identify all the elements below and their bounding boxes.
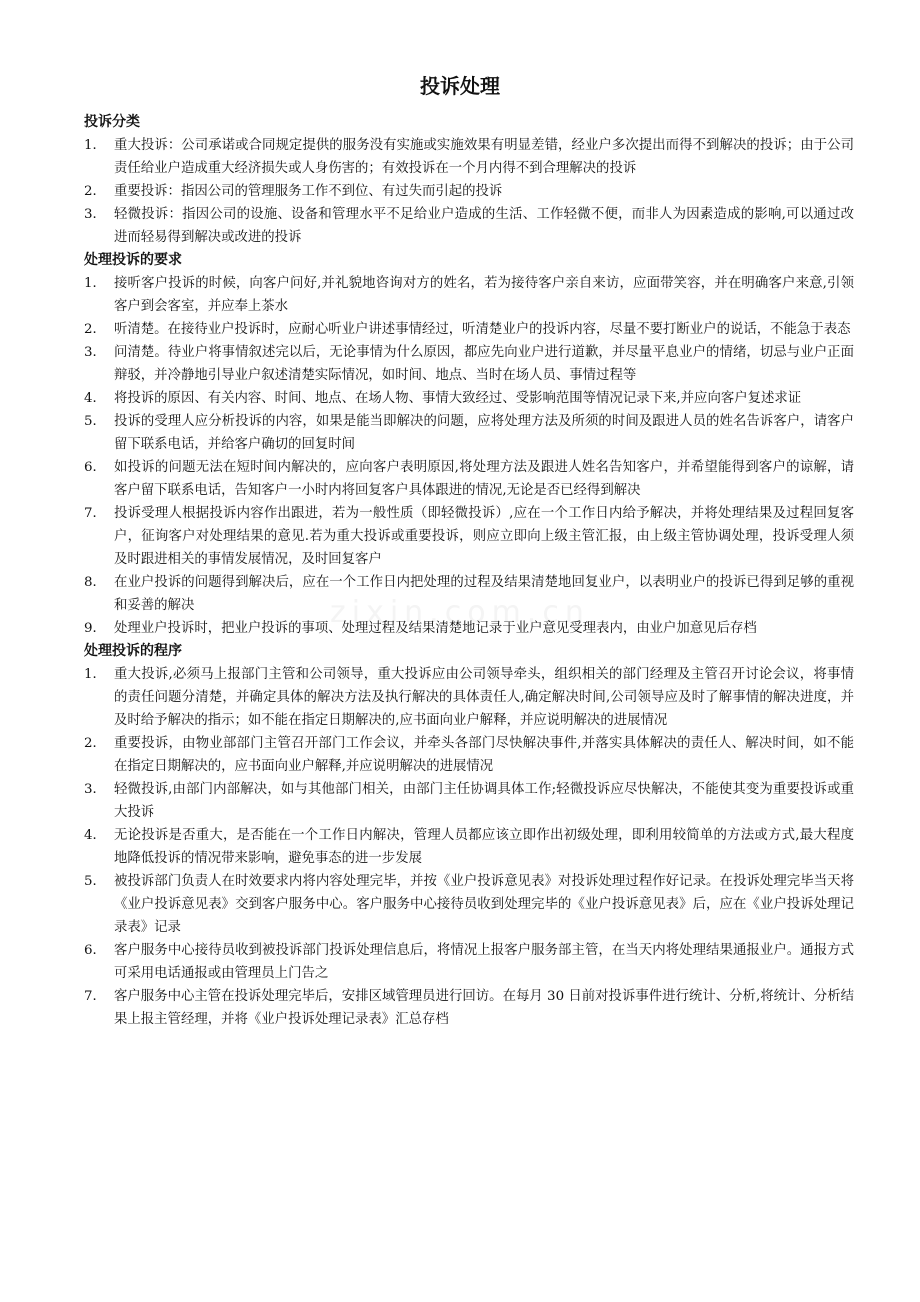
list-item-text: 问清楚。待业户将事情叙述完以后，无论事情为什么原因，都应先向业户进行道歉，并尽量平息业户的情绪，切忌与业户正面辩驳，并冷静地引导业户叙述清楚实际情况，如时间、地点、当时在场人员、事情过程等 <box>114 345 854 383</box>
list-item <box>84 318 854 341</box>
list-item-text: 将投诉的原因、有关内容、时间、地点、在场人物、事情大致经过、受影响范围等情况记录下来,并应向客户复述求证 <box>114 391 802 406</box>
list-item-number: 7． <box>84 989 106 1004</box>
list-item-text: 重要投诉：指因公司的管理服务工作不到位、有过失而引起的投诉 <box>114 184 503 199</box>
section-heading: 处理投诉的程序 <box>84 643 182 659</box>
list-item <box>84 663 854 732</box>
list-item-text: 无论投诉是否重大，是否能在一个工作日内解决，管理人员都应该立即作出初级处理，即利用较简单的方法或方式,最大程度地降低投诉的情况带来影响，避免事态的进一步发展 <box>114 828 854 866</box>
list-item-number: 4． <box>84 391 106 406</box>
list-item <box>84 732 854 778</box>
list-item <box>84 502 854 571</box>
list-item <box>84 985 854 1031</box>
list-item-text: 在业户投诉的问题得到解决后，应在一个工作日内把处理的过程及结果清楚地回复业户，以表明业户的投诉已得到足够的重视和妥善的解决 <box>114 575 854 613</box>
list-item-number: 3． <box>84 782 106 797</box>
list-item-number: 2． <box>84 736 106 751</box>
list-item-number: 6． <box>84 460 106 475</box>
list-item-text: 投诉受理人根据投诉内容作出跟进，若为一般性质（即轻微投诉）,应在一个工作日内给予解决，并将处理结果及过程回复客户，征询客户对处理结果的意见.若为重大投诉或重要投诉，则应立即向上级主管汇报，由上级主管协调处理，投诉受理人须及时跟进相关的事情发展情况，及时回复客户 <box>114 506 854 567</box>
list-item <box>84 341 854 387</box>
list-item-text: 投诉的受理人应分析投诉的内容，如果是能当即解决的问题，应将处理方法及所须的时间及跟进人员的姓名告诉客户，请客户留下联系电话，并给客户确切的回复时间 <box>114 414 854 452</box>
list-item-number: 8． <box>84 575 106 590</box>
list-item-number: 4． <box>84 828 106 843</box>
page-title: 投诉处理 <box>420 74 500 98</box>
list-item-text: 轻微投诉,由部门内部解决，如与其他部门相关，由部门主任协调具体工作;轻微投诉应尽快解决，不能使其变为重要投诉或重大投诉 <box>114 782 854 820</box>
list-item <box>84 939 854 985</box>
list-item-number: 2． <box>84 322 106 337</box>
list-item <box>84 571 854 617</box>
list-item-text: 重要投诉，由物业部部门主管召开部门工作会议，并牵头各部门尽快解决事件,并落实具体解决的责任人、解决时间，如不能在指定日期解决的，应书面向业户解释,并应说明解决的进展情况 <box>114 736 854 774</box>
watermark: zixin.com.cn <box>330 595 590 630</box>
list-item-number: 2． <box>84 184 106 199</box>
list-item <box>84 778 854 824</box>
list-item <box>84 456 854 502</box>
list-item-number: 3． <box>84 345 106 360</box>
list-item-text: 轻微投诉：指因公司的设施、设备和管理水平不足给业户造成的生活、工作轻微不便，而非人为因素造成的影响,可以通过改进而轻易得到解决或改进的投诉 <box>114 207 854 245</box>
list-item-text: 客户服务中心主管在投诉处理完毕后，安排区域管理员进行回访。在每月 30 日前对投诉事件进行统计、分析,将统计、分析结果上报主管经理，并将《业户投诉处理记录表》汇总存档 <box>114 989 854 1027</box>
list-item <box>84 203 854 249</box>
list-item <box>84 824 854 870</box>
list-item-number: 1． <box>84 667 106 682</box>
document-body <box>84 111 854 1031</box>
list-item-number: 5． <box>84 414 106 429</box>
list-item-text: 接听客户投诉的时候，向客户问好,并礼貌地咨询对方的姓名，若为接待客户亲自来访，应面带笑容，并在明确客户来意,引领客户到会客室，并应奉上茶水 <box>114 276 854 314</box>
list-item <box>84 180 854 203</box>
list-item <box>84 134 854 180</box>
list-item-text: 重大投诉,必须马上报部门主管和公司领导，重大投诉应由公司领导牵头，组织相关的部门经理及主管召开讨论会议，将事情的责任问题分清楚，并确定具体的解决方法及执行解决的具体责任人,确定解决时间,公司领导应及时了解事情的解决进度，并及时给予解决的指示；如不能在指定日期解决的,应书面向业户解释，并应说明解决的进展情况 <box>114 667 854 728</box>
list-item-text: 如投诉的问题无法在短时间内解决的，应向客户表明原因,将处理方法及跟进人姓名告知客户，并希望能得到客户的谅解，请客户留下联系电话，告知客户一小时内将回复客户具体跟进的情况,无论是否已经得到解决 <box>114 460 854 498</box>
section-heading: 处理投诉的要求 <box>84 252 182 268</box>
list-item-number: 3． <box>84 207 106 222</box>
list-item-number: 5． <box>84 874 106 889</box>
list-item <box>84 272 854 318</box>
list-item-number: 1． <box>84 276 106 291</box>
list-item-number: 9． <box>84 621 106 636</box>
list-item <box>84 387 854 410</box>
list-item <box>84 410 854 456</box>
list-item-text: 听清楚。在接待业户投诉时，应耐心听业户讲述事情经过，听清楚业户的投诉内容，尽量不要打断业户的说话，不能急于表态 <box>114 322 851 337</box>
list-item-text: 处理业户投诉时，把业户投诉的事项、处理过程及结果清楚地记录于业户意见受理表内，由业户加意见后存档 <box>114 621 757 636</box>
list-item-text: 客户服务中心接待员收到被投诉部门投诉处理信息后，将情况上报客户服务部主管，在当天内将处理结果通报业户。通报方式可采用电话通报或由管理员上门告之 <box>114 943 854 981</box>
list-item-number: 7． <box>84 506 106 521</box>
list-item <box>84 617 854 640</box>
list-item-number: 6． <box>84 943 106 958</box>
list-item-number: 1． <box>84 138 106 153</box>
section-heading: 投诉分类 <box>84 114 140 130</box>
list-item <box>84 870 854 939</box>
list-item-text: 重大投诉：公司承诺或合同规定提供的服务没有实施或实施效果有明显差错，经业户多次提出而得不到解决的投诉；由于公司责任给业户造成重大经济损失或人身伤害的；有效投诉在一个月内得不到合理解决的投诉 <box>114 138 854 176</box>
list-item-text: 被投诉部门负责人在时效要求内将内容处理完毕，并按《业户投诉意见表》对投诉处理过程作好记录。在投诉处理完毕当天将《业户投诉意见表》交到客户服务中心。客户服务中心接待员收到处理完毕的《业户投诉意见表》后，应在《业户投诉处理记录表》记录 <box>114 874 854 935</box>
